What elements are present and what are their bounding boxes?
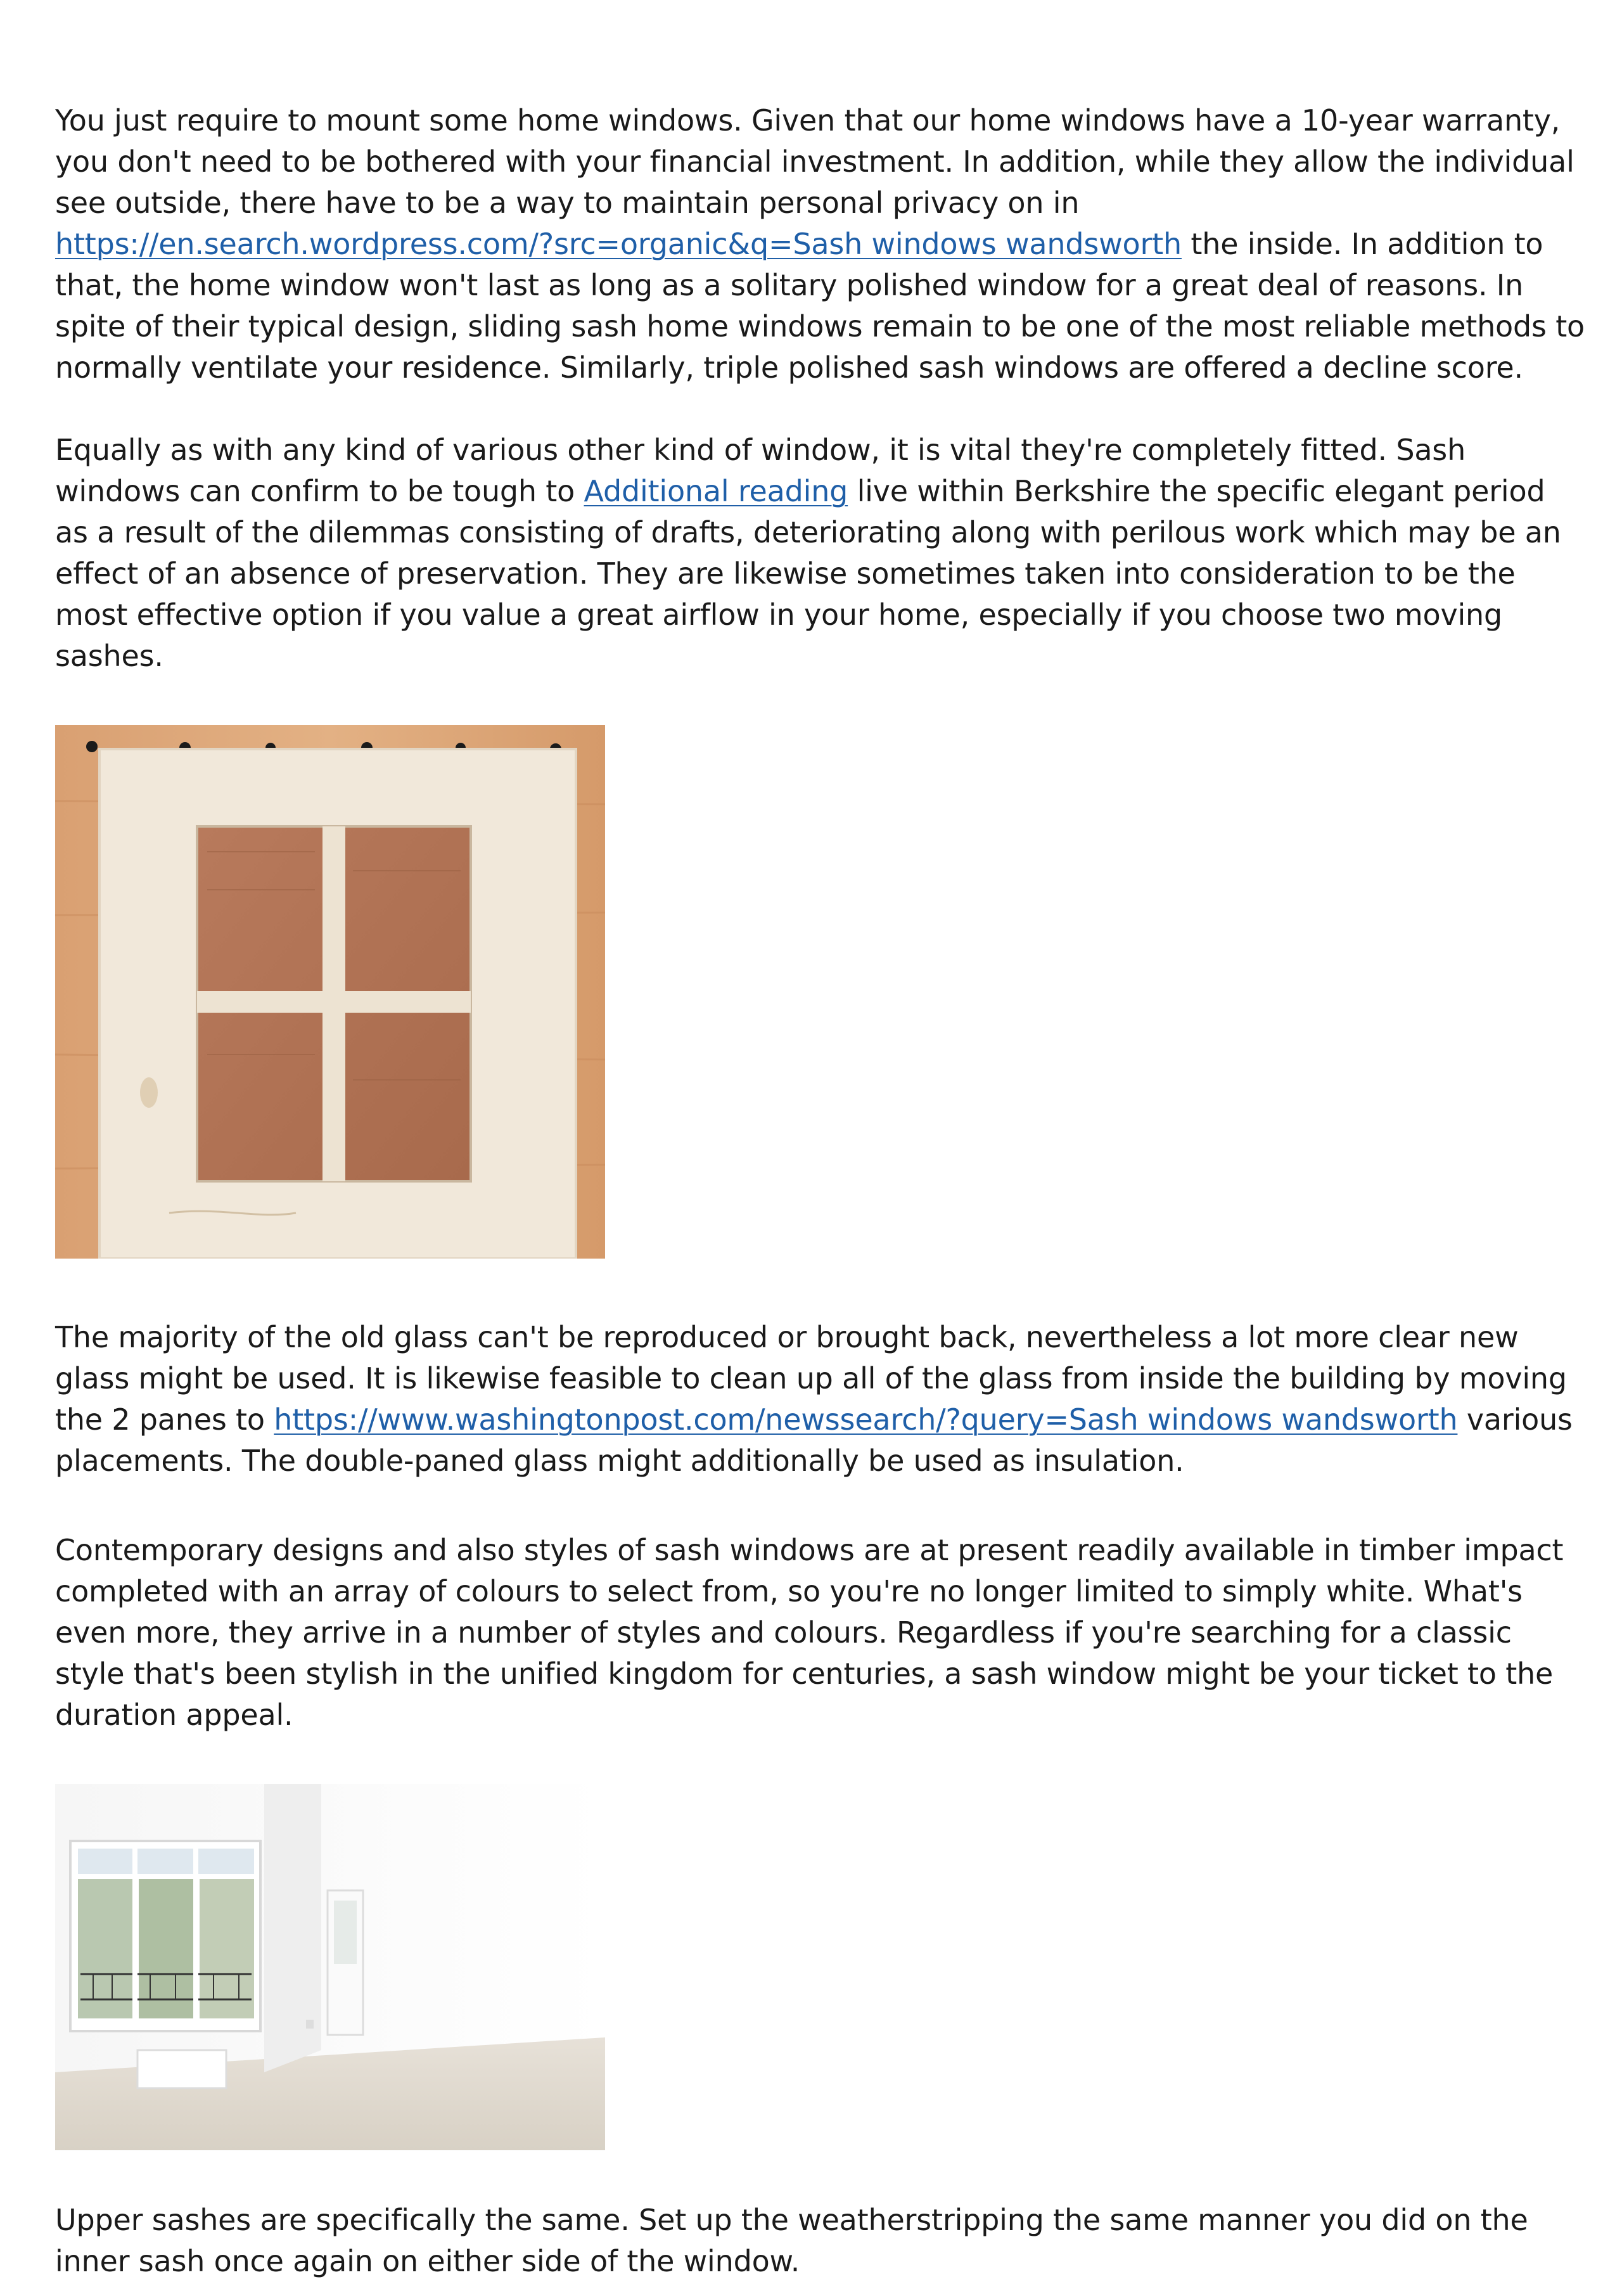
document-body <box>55 100 1585 2282</box>
paragraph-2 <box>55 430 1585 677</box>
paragraph-5-text: Upper sashes are specifically the same. Set up the weatherstripping the same manner you did on the inner sash once again on either side of the window. <box>55 2203 1528 2278</box>
paragraph-1-text-end: the inside. In addition to that, the home window won't last as long as a solitary polished window for a great deal of reasons. In spite of their typical design, sliding sash home windows remain to be one of the most reliable methods to normally ventilate your residence. Similarly, triple polished sash windows are offered a decline score. <box>55 227 1585 385</box>
paragraph-2-text-start: Equally as with any kind of various other kind of window, it is vital they're completely fitted. Sash windows can confirm to be tough to <box>55 433 1466 508</box>
paragraph-5 <box>55 2200 1585 2282</box>
paragraph-3-text-start: The majority of the old glass can't be reproduced or brought back, nevertheless a lot more clear new glass might be used. It is likewise feasible to clean up all of the glass from inside the building by moving the 2 panes to <box>55 1320 1567 1437</box>
white-room-windows-illustration <box>55 1784 605 2150</box>
white-room-image <box>55 1784 605 2150</box>
washington-post-search-link[interactable]: https://www.washingtonpost.com/newssearch/?query=Sash windows wandsworth <box>274 1402 1458 1437</box>
paragraph-4-text: Contemporary designs and also styles of sash windows are at present readily available in timber impact completed with an array of colours to select from, so you're no longer limited to simply white. What's even more, they arrive in a number of styles and colours. Regardless if you're searching for a classic style that's been stylish in the unified kingdom for centuries, a sash window might be your ticket to the duration appeal. <box>55 1533 1564 1732</box>
paragraph-4 <box>55 1530 1585 1736</box>
paragraph-1 <box>55 100 1585 388</box>
sash-window-frame-image <box>55 725 605 1259</box>
paragraph-3 <box>55 1317 1585 1482</box>
wooden-window-frame-illustration <box>55 725 605 1259</box>
paragraph-2-text-end: live within Berkshire the specific elegant period as a result of the dilemmas consisting of drafts, deteriorating along with perilous work which may be an effect of an absence of preservation. They are likewise sometimes taken into consideration to be the most effective option if you value a great airflow in your home, especially if you choose two moving sashes. <box>55 474 1561 673</box>
paragraph-1-text-start: You just require to mount some home windows. Given that our home windows have a 10-year warranty, you don't need to be bothered with your financial investment. In addition, while they allow the individual see outside, there have to be a way to maintain personal privacy on in <box>55 103 1574 220</box>
wordpress-search-link[interactable]: https://en.search.wordpress.com/?src=organic&q=Sash windows wandsworth <box>55 227 1182 261</box>
additional-reading-link[interactable]: Additional reading <box>584 474 848 508</box>
paragraph-3-text-end: various placements. The double-paned glass might additionally be used as insulation. <box>55 1402 1573 1478</box>
